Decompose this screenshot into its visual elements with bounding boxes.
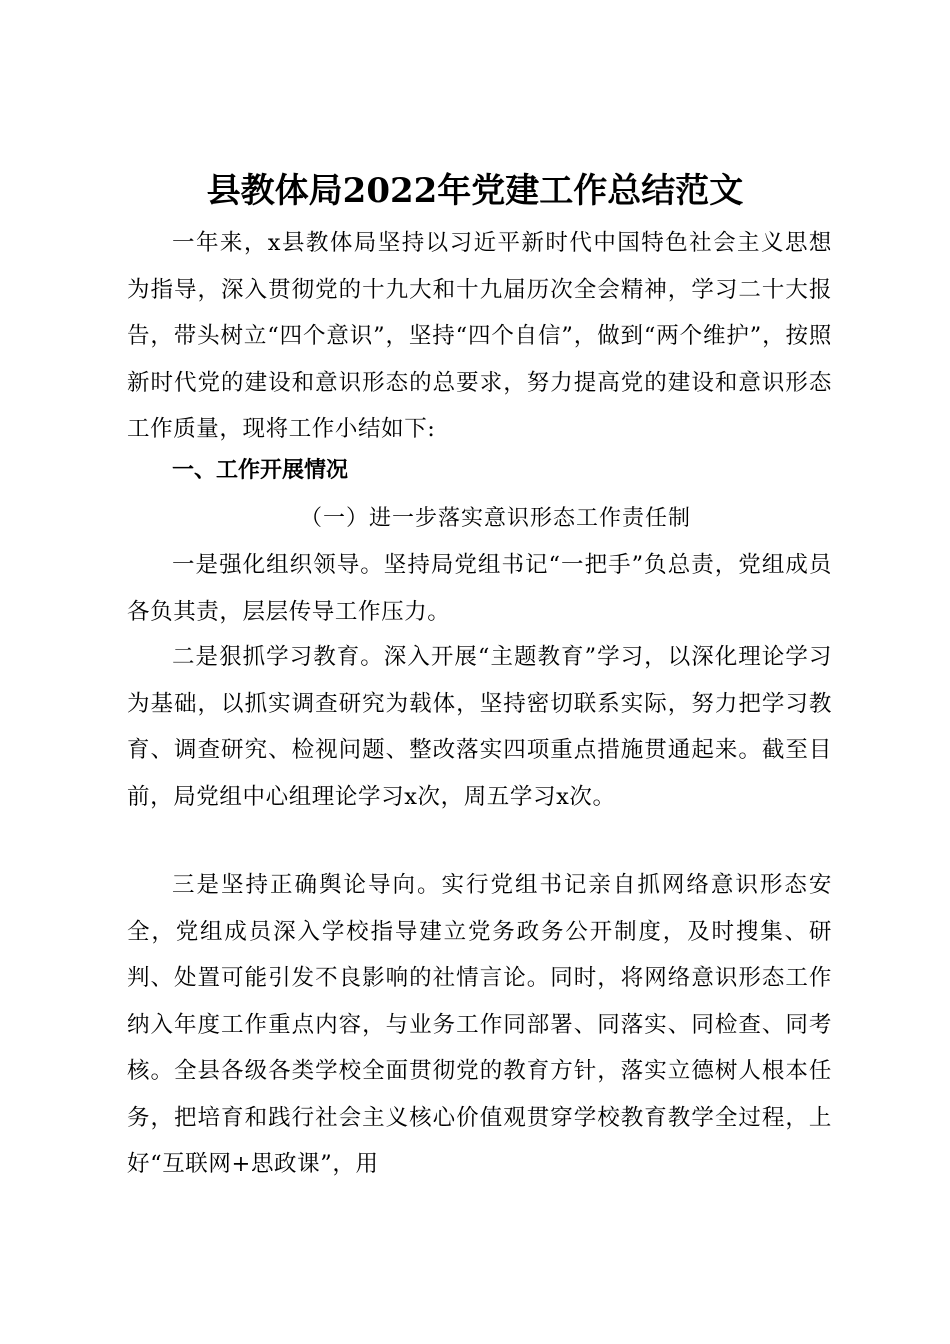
section-heading: 一、工作开展情况 (172, 458, 349, 483)
paragraph-study: 二是狠抓学习教育。深入开展“主题教育”学习，以深化理论学习为基础，以抓实调查研究为载体，坚持密切联系实际，努力把学习教育、调查研究、检视问题、整改落实四项重点措施贯通起来。截至目前，局党组中心组理论学习x次，周五学习x次。 (127, 644, 832, 810)
intro-paragraph: 一年来，x县教体局坚持以习近平新时代中国特色社会主义思想为指导，深入贯彻党的十九大和十九届历次全会精神，学习二十大报告，带头树立“四个意识”，坚持“四个自信”，做到“两个维护”，按照新时代党的建设和意识形态的总要求，努力提高党的建设和意识形态工作质量，现将工作小结如下: (127, 230, 832, 442)
paragraph-opinion: 三是坚持正确舆论导向。实行党组书记亲自抓网络意识形态安全，党组成员深入学校指导建立党务政务公开制度，及时搜集、研判、处置可能引发不良影响的社情言论。同时，将网络意识形态工作纳入年度工作重点内容，与业务工作同部署、同落实、同检查、同考核。全县各级各类学校全面贯彻党的教育方针，落实立德树人根本任务，把培育和践行社会主义核心价值观贯穿学校教育教学全过程，上好“互联网+思政课”，用 (127, 872, 832, 1177)
document-title: 县教体局2022年党建工作总结范文 (206, 171, 744, 211)
subsection-heading: （一）进一步落实意识形态工作责任制 (300, 506, 692, 531)
paragraph-organization: 一是强化组织领导。坚持局党组书记“一把手”负总责，党组成员各负其责，层层传导工作压力。 (127, 552, 832, 625)
